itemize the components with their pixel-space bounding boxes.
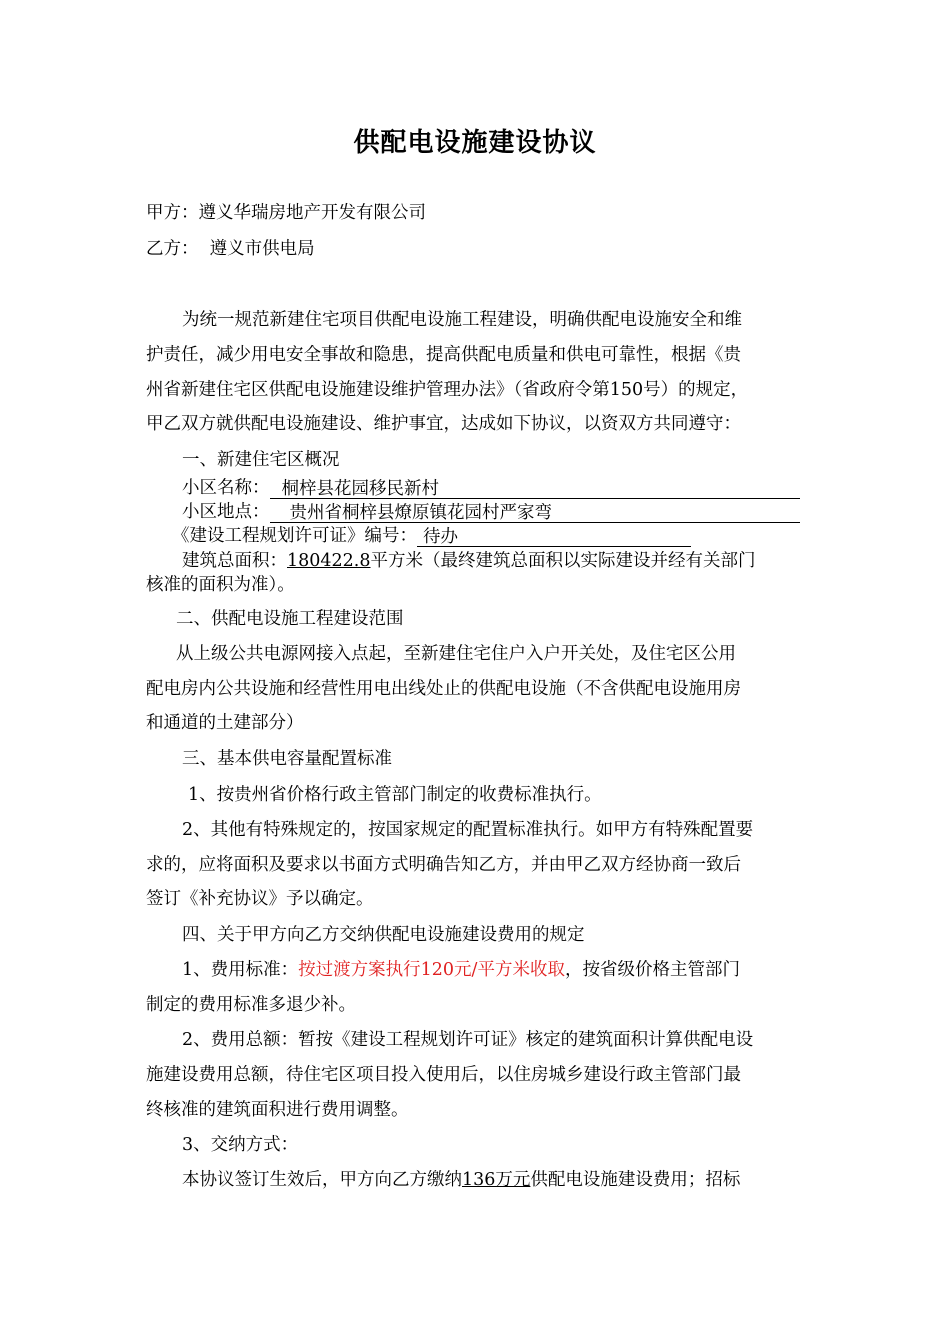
- section2-line-3: 和通道的土建部分）: [146, 713, 304, 733]
- section3-heading: 三、基本供电容量配置标准: [182, 749, 392, 769]
- permit-label: 《建设工程规划许可证》编号：: [172, 526, 417, 546]
- community-location-row: [182, 501, 800, 523]
- area-row: [182, 550, 756, 572]
- permit-field: [417, 526, 691, 547]
- section3-item-2-line-1: 2、其他有特殊规定的，按国家规定的配置标准执行。如甲方有特殊配置要: [182, 820, 754, 840]
- fee-standard-suffix: ，按省级价格主管部门: [564, 960, 740, 980]
- community-name-label: 小区名称：: [182, 478, 270, 498]
- section3-item-2-line-3: 签订《补充协议》予以确定。: [146, 889, 374, 909]
- section3-item-2-line-2: 求的，应将面积及要求以书面方式明确告知乙方，并由甲乙双方经协商一致后: [146, 855, 741, 875]
- section3-item-1: 1、按贵州省价格行政主管部门制定的收费标准执行。: [188, 785, 602, 805]
- intro-line-3: 州省新建住宅区供配电设施建设维护管理办法》（省政府令第150号）的规定，: [146, 380, 749, 400]
- section2-line-2: 配电房内公共设施和经营性用电出线处止的供配电设施（不含供配电设施用房: [146, 679, 741, 699]
- fee-standard-prefix: 1、费用标准：: [182, 960, 299, 980]
- fee-standard-row: [182, 959, 740, 981]
- community-location-field: [270, 502, 800, 523]
- payment-suffix: 供配电设施建设费用；招标: [530, 1170, 741, 1190]
- community-name-row: [182, 477, 800, 499]
- payment-row: [182, 1169, 740, 1191]
- community-name-value: 桐梓县花园移民新村: [281, 479, 439, 499]
- payment-heading: 3、交纳方式：: [182, 1135, 299, 1155]
- fee-total-line-1: 2、费用总额：暂按《建设工程规划许可证》核定的建筑面积计算供配电设: [182, 1030, 754, 1050]
- permit-value: 待办: [423, 527, 458, 547]
- section4-heading: 四、关于甲方向乙方交纳供配电设施建设费用的规定: [182, 925, 585, 945]
- community-location-label: 小区地点：: [182, 502, 270, 522]
- community-name-field: [270, 478, 800, 499]
- payment-prefix: 本协议签订生效后，甲方向乙方缴纳: [182, 1170, 462, 1190]
- intro-line-2: 护责任，减少用电安全事故和隐患，提高供配电质量和供电可靠性，根据《贵: [146, 345, 741, 365]
- community-location-value: 贵州省桐梓县燎原镇花园村严家弯: [289, 503, 552, 523]
- party-a: 甲方：遵义华瑞房地产开发有限公司: [146, 203, 426, 223]
- fee-total-line-2: 施建设费用总额，待住宅区项目投入使用后，以住房城乡建设行政主管部门最: [146, 1065, 741, 1085]
- section2-heading: 二、供配电设施工程建设范围: [176, 609, 404, 629]
- fee-total-line-3: 终核准的建筑面积进行费用调整。: [146, 1100, 409, 1120]
- intro-line-1: 为统一规范新建住宅项目供配电设施工程建设，明确供配电设施安全和维: [182, 310, 742, 330]
- area-label: 建筑总面积：: [182, 551, 287, 571]
- fee-standard-line-2: 制定的费用标准多退少补。: [146, 995, 356, 1015]
- section2-line-1: 从上级公共电源网接入点起，至新建住宅住户入户开关处，及住宅区公用: [176, 644, 736, 664]
- area-rest: 平方米（最终建筑总面积以实际建设并经有关部门: [370, 551, 756, 571]
- section1-heading: 一、新建住宅区概况: [182, 450, 340, 470]
- payment-amount: 136万元: [462, 1170, 531, 1190]
- area-value: 180422.8: [287, 551, 371, 571]
- fee-standard-highlight: 按过渡方案执行120元/平方米收取: [298, 960, 565, 980]
- permit-row: [172, 525, 691, 547]
- intro-line-4: 甲乙双方就供配电设施建设、维护事宜，达成如下协议，以资双方共同遵守：: [146, 414, 741, 434]
- area-line-2: 核准的面积为准）。: [146, 575, 295, 595]
- document-title: 供配电设施建设协议: [353, 128, 597, 158]
- party-b: 乙方： 遵义市供电局: [146, 239, 315, 259]
